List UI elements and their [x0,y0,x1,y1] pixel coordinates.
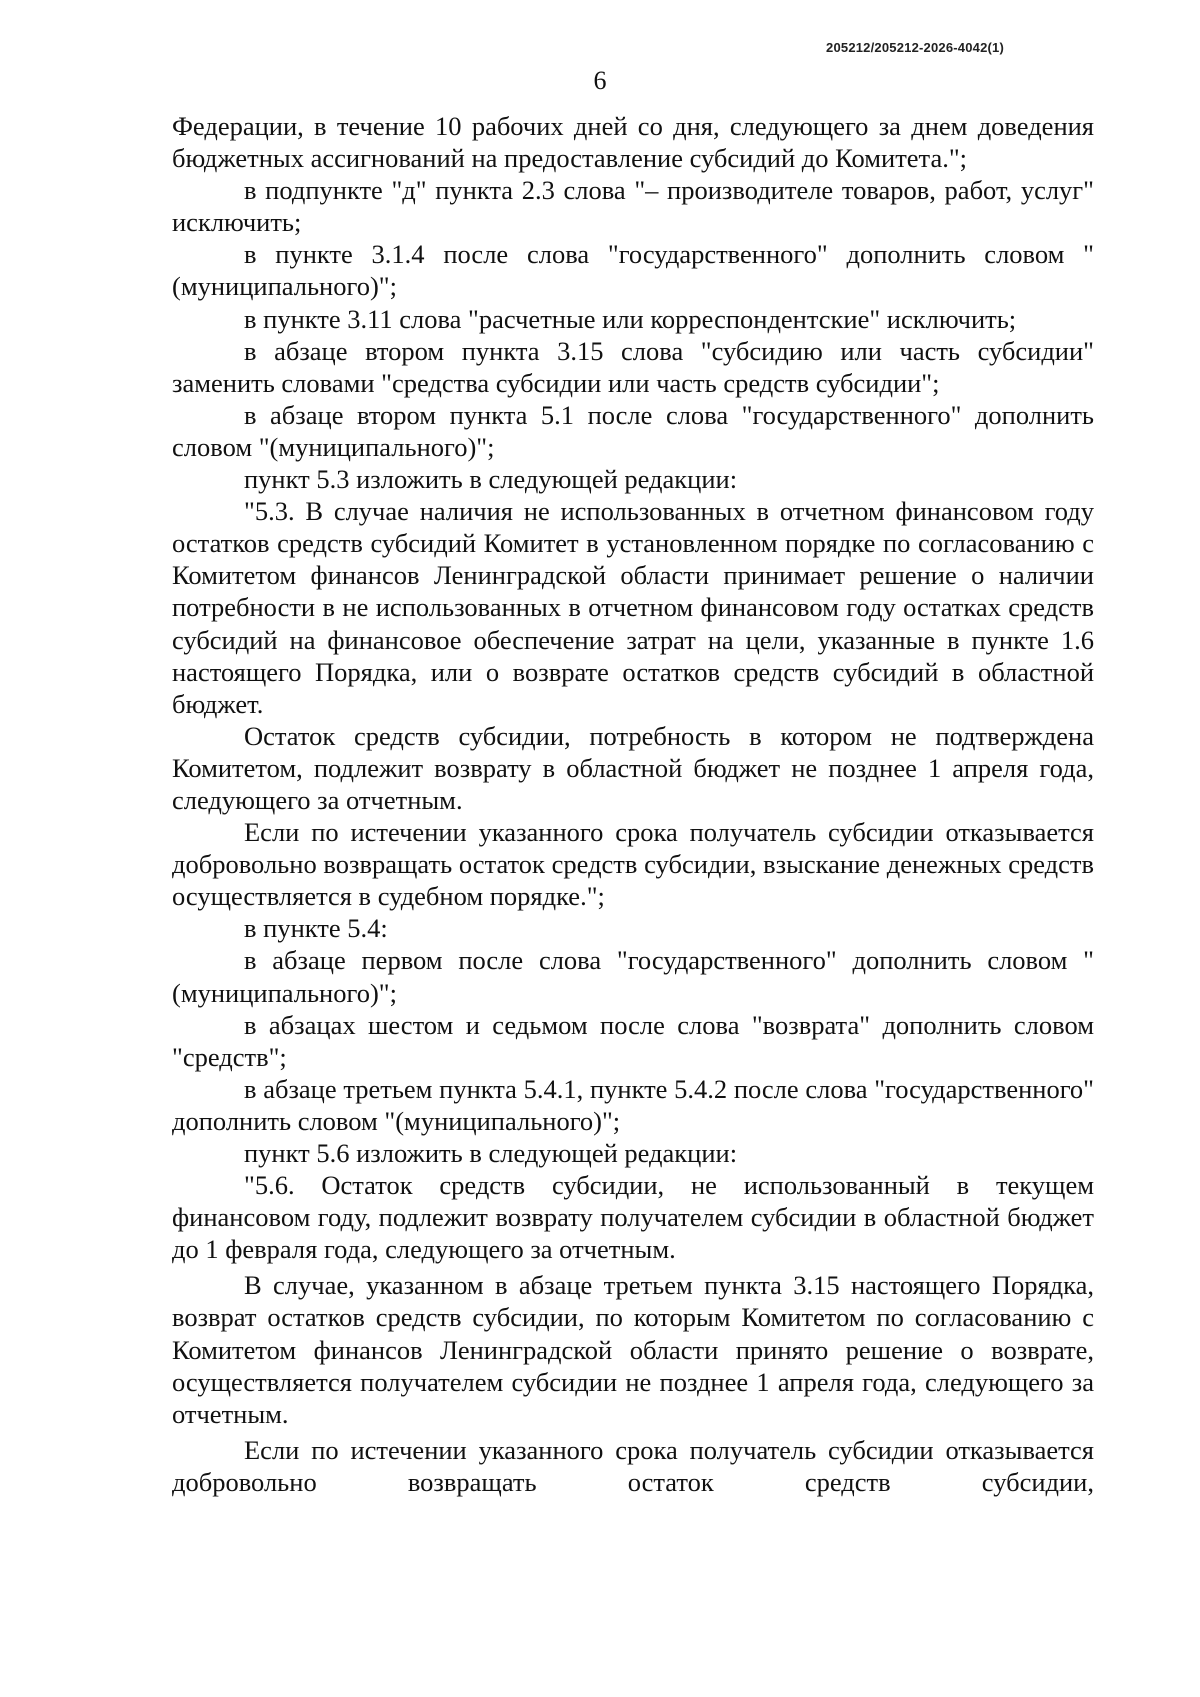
paragraph: в пункте 5.4: [244,913,388,944]
paragraph: Если по истечении указанного срока получатель субсидии отказывается добровольно возвращать остаток средств субсидии, взыскание денежных средств осуществляется в судебном порядке."; [172,817,1094,912]
paragraph: в подпункте "д" пункта 2.3 слова "– производителе товаров, работ, услуг" исключить; [172,175,1094,238]
paragraph: "5.6. Остаток средств субсидии, не использованный в текущем финансовом году, подлежит возврату получателем субсидии в областной бюджет до 1 февраля года, следующего за отчетным. [172,1170,1094,1265]
paragraph: Федерации, в течение 10 рабочих дней со дня, следующего за днем доведения бюджетных ассигнований на предоставление субсидий до Комитета."; [172,111,1094,174]
paragraph: в абзаце втором пункта 5.1 после слова "государственного" дополнить словом "(муниципального)"; [172,399,1094,462]
paragraph: в пункте 3.11 слова "расчетные или корреспондентские" исключить; [244,303,1017,334]
paragraph: в абзаце третьем пункта 5.4.1, пункте 5.4.2 после слова "государственного" дополнить словом "(муниципального)"; [172,1073,1094,1136]
paragraph: в пункте 3.1.4 после слова "государственного" дополнить словом "(муниципального)"; [172,239,1094,302]
paragraph: в абзаце втором пункта 3.15 слова "субсидию или часть субсидии" заменить словами "средства субсидии или часть средств субсидии"; [172,335,1094,398]
document-body [172,110,1094,1498]
paragraph: Если по истечении указанного срока получатель субсидии отказывается добровольно возвращать остаток средств субсидии, [172,1434,1094,1497]
paragraph: пункт 5.3 изложить в следующей редакции: [244,464,738,495]
paragraph: В случае, указанном в абзаце третьем пункта 3.15 настоящего Порядка, возврат остатков средств субсидии, по которым Комитетом по согласованию с Комитетом финансов Ленинградской области принято решение о возврате, осуществляется получателем субсидии не позднее 1 апреля года, следующего за отчетным. [172,1270,1094,1429]
paragraph: в абзацах шестом и седьмом после слова "возврата" дополнить словом "средств"; [172,1009,1094,1072]
page-number: 6 [593,66,607,95]
paragraph: Остаток средств субсидии, потребность в котором не подтверждена Комитетом, подлежит возврату в областной бюджет не позднее 1 апреля года, следующего за отчетным. [172,720,1094,815]
paragraph: "5.3. В случае наличия не использованных в отчетном финансовом году остатков средств субсидий Комитет в установленном порядке по согласованию с Комитетом финансов Ленинградской области принимает решение о наличии потребности в не использованных в отчетном финансовом году остатках средств субсидий на финансовое обеспечение затрат на цели, указанные в пункте 1.6 настоящего Порядка, или о возврате остатков средств субсидий в областной бюджет. [172,496,1094,719]
paragraph: в абзаце первом после слова "государственного" дополнить словом "(муниципального)"; [172,945,1094,1008]
document-id: 205212/205212-2026-4042(1) [826,40,1004,55]
paragraph: пункт 5.6 изложить в следующей редакции: [244,1138,738,1168]
